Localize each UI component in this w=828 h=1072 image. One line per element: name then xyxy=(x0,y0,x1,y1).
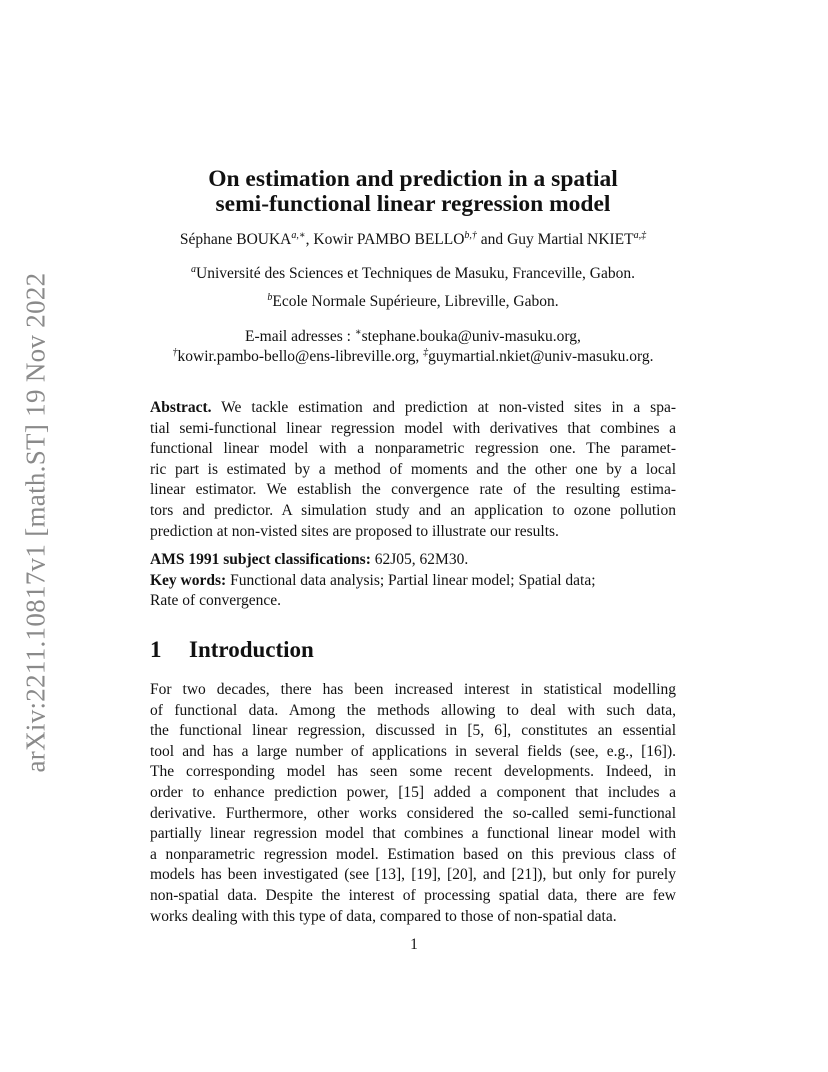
keywords xyxy=(150,571,676,592)
affiliation-marker: a xyxy=(191,264,197,275)
arxiv-stamp-text: arXiv:2211.10817v1 [math.ST] 19 Nov 2022 xyxy=(20,272,51,772)
abstract-line: linear estimator. We establish the convergence rate of the resulting estima- xyxy=(150,481,676,499)
email-line-1 xyxy=(110,327,716,347)
email-address: stephane.bouka@univ-masuku.org, xyxy=(361,328,581,345)
affiliation-text: Université des Sciences et Techniques de Masuku, Franceville, Gabon. xyxy=(196,265,635,282)
abstract-line: tial semi-functional linear regression model with derivatives that combines a xyxy=(150,419,676,437)
abstract-line: tors and predictor. A simulation study and an application to ozone pollution xyxy=(150,501,676,519)
ams-value: 62J05, 62M30. xyxy=(370,551,469,568)
ams-label: AMS 1991 subject classifications: xyxy=(150,551,371,568)
abstract-line: ric part is estimated by a method of moments and the other one by a local xyxy=(150,460,676,478)
abstract xyxy=(150,398,676,542)
body-line: a nonparametric regression model. Estimation based on this previous class of xyxy=(150,845,676,863)
section-heading xyxy=(150,637,314,663)
author-list xyxy=(110,230,716,250)
affiliation-b xyxy=(110,292,716,312)
arxiv-stamp xyxy=(14,268,58,776)
body-line: models has been investigated (see [13], [19], [20], and [21]), but only for purely xyxy=(150,866,676,884)
keywords-continued: Rate of convergence. xyxy=(150,592,281,610)
email-marker: ∗ xyxy=(354,327,362,338)
affiliation-a xyxy=(110,264,716,284)
body-line: works dealing with this type of data, compared to those of non-spatial data. xyxy=(150,907,617,925)
abstract-label: Abstract. xyxy=(150,399,212,416)
paper-title xyxy=(120,167,706,217)
section-number: 1 xyxy=(150,637,162,662)
title-line-1: On estimation and prediction in a spatial xyxy=(208,166,618,192)
affiliation-text: Ecole Normale Supérieure, Libreville, Gabon. xyxy=(272,293,559,310)
classification-block xyxy=(150,550,676,612)
title-line-2: semi-functional linear regression model xyxy=(215,191,611,217)
body-line: derivative. Furthermore, other works considered the so-called semi-functional xyxy=(150,804,676,822)
body-line: For two decades, there has been increased interest in statistical modelling xyxy=(150,681,676,698)
keywords-label: Key words: xyxy=(150,571,227,589)
author-separator: , xyxy=(305,231,314,248)
email-address: guymartial.nkiet@univ-masuku.org. xyxy=(428,348,654,365)
author-marker: b,† xyxy=(464,230,477,241)
introduction-paragraph xyxy=(150,680,676,927)
email-addresses xyxy=(110,327,716,367)
body-line: The corresponding model has seen some recent developments. Indeed, in xyxy=(150,763,676,781)
abstract-line: functional linear model with a nonparametric regression one. The paramet- xyxy=(150,440,676,458)
abstract-line: prediction at non-visted sites are proposed to illustrate our results. xyxy=(150,522,559,540)
body-line: order to enhance prediction power, [15] added a component that includes a xyxy=(150,783,676,801)
email-line-2 xyxy=(110,347,716,367)
affiliation-marker: b xyxy=(267,292,273,303)
email-marker: † xyxy=(172,347,178,358)
author-name: Guy Martial NKIET xyxy=(507,231,634,248)
email-address: kowir.pambo-bello@ens-libreville.org, xyxy=(177,348,424,365)
author-name: Kowir PAMBO BELLO xyxy=(313,231,465,248)
email-marker: ‡ xyxy=(423,347,429,358)
ams-classification xyxy=(150,550,676,571)
section-title: Introduction xyxy=(189,637,314,662)
abstract-line xyxy=(150,398,676,419)
author-marker: a,∗ xyxy=(291,230,306,241)
author-name: Séphane BOUKA xyxy=(179,231,292,248)
email-prefix: E-mail adresses : xyxy=(245,328,355,345)
keywords-value: Functional data analysis; Partial linear model; Spatial data; xyxy=(226,571,596,589)
page-number: 1 xyxy=(410,936,418,953)
body-line: the functional linear regression, discussed in [5, 6], constitutes an essential xyxy=(150,722,676,740)
body-line: of functional data. Among the methods allowing to deal with such data, xyxy=(150,701,676,719)
body-line: tool and has a large number of applications in several fields (see, e.g., [16]). xyxy=(150,742,676,760)
author-marker: a,‡ xyxy=(633,230,647,241)
author-separator: and xyxy=(476,231,508,248)
body-line: non-spatial data. Despite the interest of processing spatial data, there are few xyxy=(150,886,676,904)
body-line: partially linear regression model that combines a functional linear model with xyxy=(150,825,676,843)
abstract-text: We tackle estimation and prediction at non-visted sites in a spa- xyxy=(211,399,676,416)
